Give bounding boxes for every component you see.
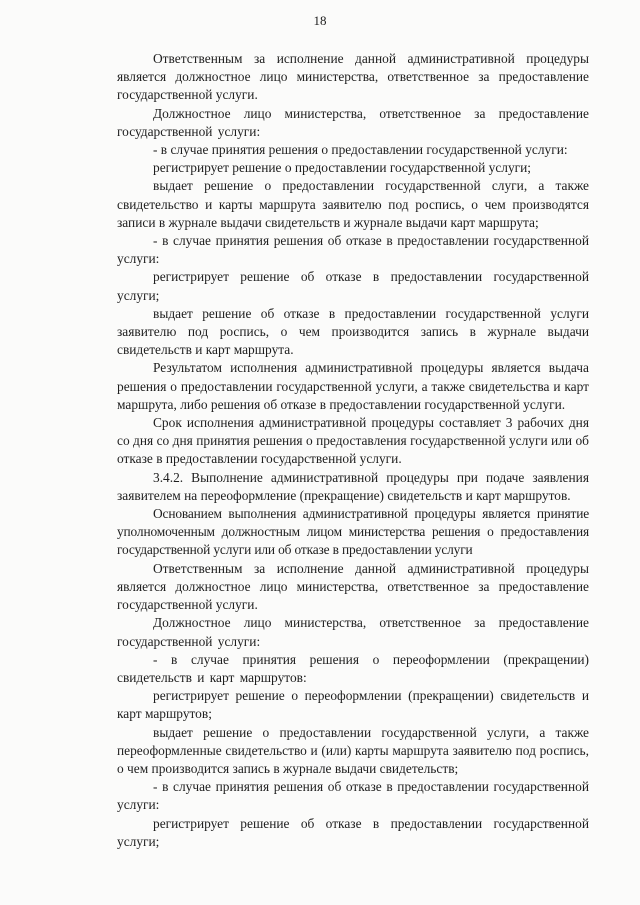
paragraph-register-refusal-2: регистрирует решение об отказе в предоставлении государственной услуги;	[117, 815, 589, 849]
paragraph-section-3-4-2: 3.4.2. Выполнение административной процедуры при подаче заявления заявителем на переоформление (прекращение) свидетельств и карт маршрутов.	[117, 469, 589, 503]
paragraph-register-grant: регистрирует решение о предоставлении государственной услуги;	[153, 160, 532, 176]
paragraph-issue-reissue: выдает решение о предоставлении государственной услуги, а также переоформленные свидетельство и (или) карты маршрута заявителю под роспись, о чем производится запись в журнале выдачи свидетельств;	[117, 724, 589, 776]
paragraph-register-refusal: регистрирует решение об отказе в предоставлении государственной услуги;	[117, 269, 589, 303]
paragraph-basis: Основанием выполнения административной процедуры является принятие уполномоченным должностным лицом министерства решения о предоставления государственной услуги или об отказе в предоставлении услуги	[117, 506, 589, 558]
paragraph-case-refusal: - в случае принятия решения об отказе в предоставлении государственной услуги:	[117, 233, 589, 267]
paragraph-deadline: Срок исполнения административной процедуры составляет 3 рабочих дня со дня со дня принятия решения о предоставления государственной услуги или об отказе в предоставлении государственной услуги.	[117, 415, 589, 467]
paragraph-official-duties: Должностное лицо министерства, ответственное за предоставление государственной услуги:	[117, 105, 589, 139]
paragraph-issue-grant: выдает решение о предоставлении государственной слуги, а также свидетельство и карты маршрута заявителю под роспись, о чем производятся записи в журнале выдачи свидетельств и журнале выдачи карт маршрута;	[117, 178, 589, 230]
paragraph-register-reissue: регистрирует решение о переоформлении (прекращении) свидетельств и карт маршрутов;	[117, 688, 589, 722]
paragraph-responsible-official-2: Ответственным за исполнение данной административной процедуры является должностное лицо министерства, ответственное за предоставление государственной услуги.	[117, 560, 589, 613]
paragraph-official-duties-2: Должностное лицо министерства, ответственное за предоставление государственной услуги:	[117, 615, 589, 649]
paragraph-responsible-official: Ответственным за исполнение данной административной процедуры является должностное лицо министерства, ответственное за предоставление государственной услуги.	[117, 51, 589, 103]
paragraph-case-refusal-2: - в случае принятия решения об отказе в предоставлении государственной услуги:	[117, 779, 589, 813]
paragraph-case-reissue: - в случае принятия решения о переоформлении (прекращении) свидетельств и карт маршрутов:	[117, 651, 589, 685]
paragraph-result: Результатом исполнения административной процедуры является выдача решения о предоставлении государственной услуги, а также свидетельства и карт маршрута, либо решения об отказе в предоставлении государственной услуги.	[117, 360, 589, 412]
page-number: 18	[313, 13, 327, 28]
paragraph-issue-refusal: выдает решение об отказе в предоставлении государственной услуги заявителю под роспись, о чем производится запись в журнале выдачи свидетельств и карт маршрута.	[117, 305, 589, 358]
document-body	[117, 50, 589, 851]
paragraph-case-grant: - в случае принятия решения о предоставлении государственной услуги:	[153, 142, 568, 158]
